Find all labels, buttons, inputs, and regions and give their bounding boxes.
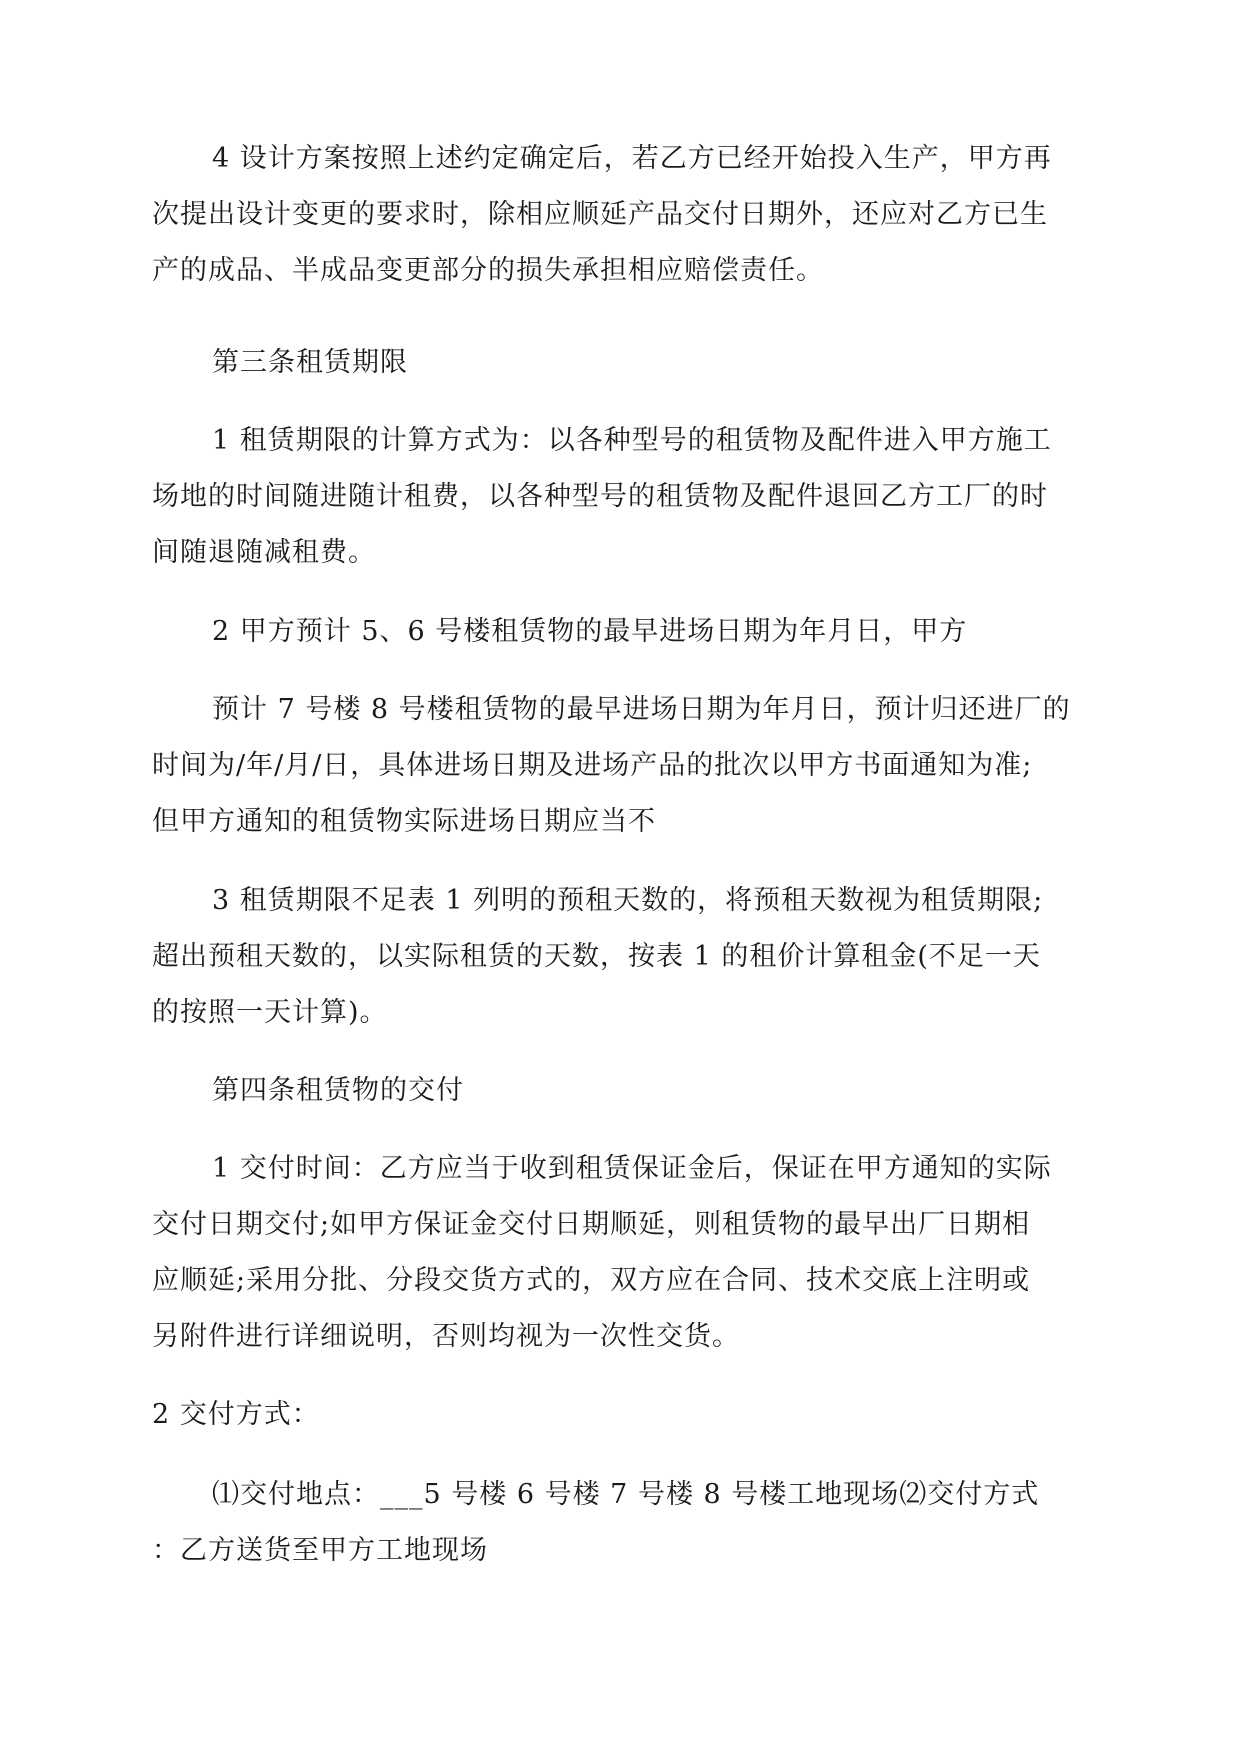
text-line: 交付日期交付;如甲方保证金交付日期顺延，则租赁物的最早出厂日期相 [152, 1209, 1031, 1240]
paragraph-design-change [152, 131, 1092, 299]
heading-article-3: 第三条租赁期限 [212, 347, 408, 378]
paragraph-lease-term-shortfall [152, 873, 1092, 1041]
text-line: 预计 7 号楼 8 号楼租赁物的最早进场日期为年月日，预计归还进厂的 [212, 694, 1071, 725]
text-line: 次提出设计变更的要求时，除相应顺延产品交付日期外，还应对乙方已生 [152, 199, 1048, 230]
paragraph-delivery-method-heading: 2 交付方式： [152, 1399, 320, 1430]
text-line: 1 交付时间：乙方应当于收到租赁保证金后，保证在甲方通知的实际 [212, 1153, 1052, 1184]
text-line: 4 设计方案按照上述约定确定后，若乙方已经开始投入生产，甲方再 [212, 143, 1052, 174]
text-line: 另附件进行详细说明，否则均视为一次性交货。 [152, 1321, 740, 1352]
paragraph-entry-date-buildings-7-8 [152, 682, 1092, 850]
paragraph-delivery-time [152, 1141, 1092, 1365]
paragraph-delivery-location [152, 1467, 1092, 1579]
text-line: 间随退随减租费。 [152, 537, 376, 568]
text-line: 3 租赁期限不足表 1 列明的预租天数的，将预租天数视为租赁期限; [212, 885, 1044, 916]
text-line: ⑴交付地点：___5 号楼 6 号楼 7 号楼 8 号楼工地现场⑵交付方式 [212, 1479, 1040, 1510]
heading-article-4: 第四条租赁物的交付 [212, 1075, 464, 1106]
text-line: 的按照一天计算)。 [152, 997, 388, 1028]
text-line: 时间为/年/月/日，具体进场日期及进场产品的批次以甲方书面通知为准; [152, 750, 1033, 781]
text-line: 应顺延;采用分批、分段交货方式的，双方应在合同、技术交底上注明或 [152, 1265, 1031, 1296]
paragraph-lease-calculation [152, 413, 1092, 581]
text-line: 场地的时间随进随计租费，以各种型号的租赁物及配件退回乙方工厂的时 [152, 481, 1048, 512]
text-line: 1 租赁期限的计算方式为：以各种型号的租赁物及配件进入甲方施工 [212, 425, 1052, 456]
text-line: ：乙方送货至甲方工地现场 [152, 1535, 488, 1566]
paragraph-entry-date-buildings-5-6: 2 甲方预计 5、6 号楼租赁物的最早进场日期为年月日，甲方 [212, 616, 968, 647]
text-line: 但甲方通知的租赁物实际进场日期应当不 [152, 806, 656, 837]
text-line: 产的成品、半成品变更部分的损失承担相应赔偿责任。 [152, 255, 824, 286]
text-line: 超出预租天数的，以实际租赁的天数，按表 1 的租价计算租金(不足一天 [152, 941, 1041, 972]
